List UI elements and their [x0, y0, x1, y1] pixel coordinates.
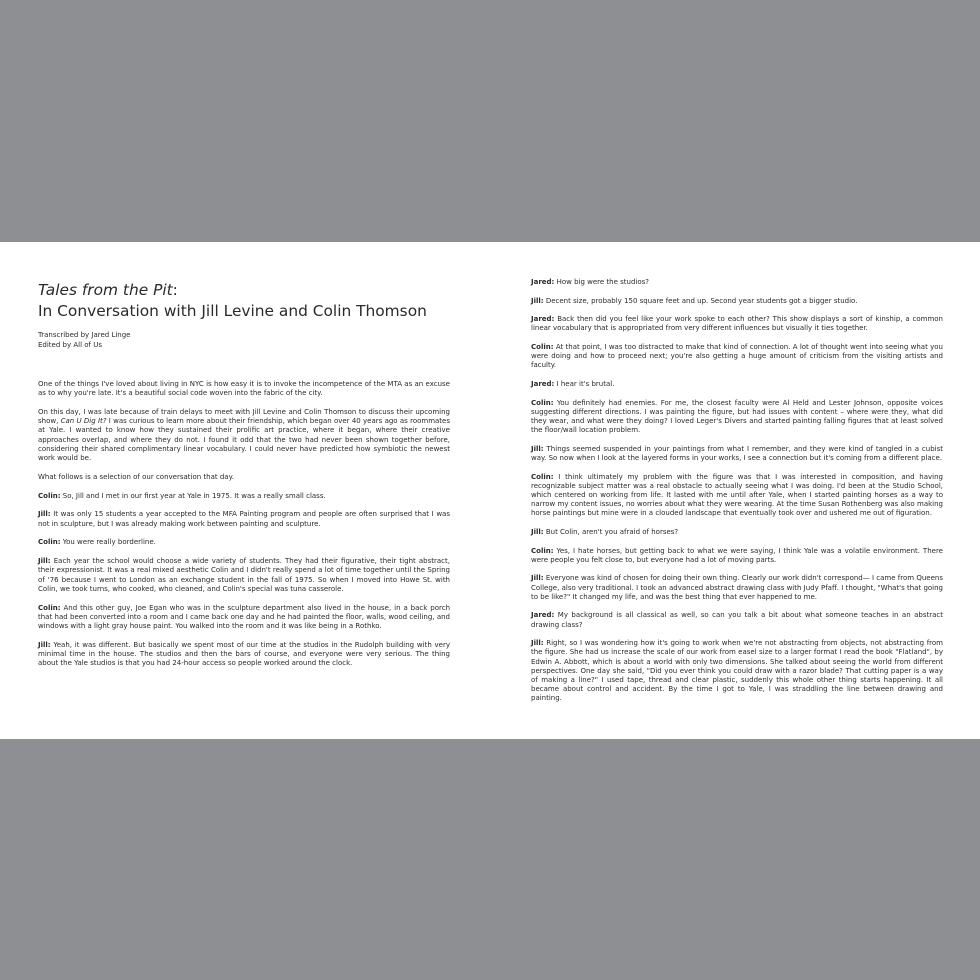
dialogue-text: Each year the school would choose a wide variety of students. They had their figurative, their tight abstract, their expressionist. It was a real mixed aesthetic Colin and I didn't really spend a lot of time together until the Spring of '76 because I went to London as an exchange student in the fall of 1975. So when I moved into Howe St. with Colin, we took turns, who cooked, who cleaned, and Colin's special was tuna casserole. — [38, 557, 450, 593]
intro-paragraph: One of the things I've loved about living in NYC is how easy it is to invoke the incompetence of the MTA as an excuse as to why you're late. It's a beautiful social code woven into the fabric of the city. — [38, 380, 450, 398]
speaker-label: Colin: — [38, 538, 61, 547]
dialogue-paragraph — [38, 641, 450, 669]
dialogue-text: So, Jill and I met in our first year at Yale in 1975. It was a really small class. — [60, 491, 326, 500]
dialogue-paragraph — [531, 473, 943, 519]
left-page-column — [38, 280, 450, 678]
speaker-label: Colin: — [531, 546, 554, 555]
intro-text: I was curious to learn more about their friendship, which began over 40 years ago as roommates at Yale. I wanted to know how they sustained their prolific art practice, where it began, where their creative approaches overlap, and where they do not. I found it odd that the two had never been shown together before, considering their shared complimentary linear vocabulary. I could never have predicted how symbiotic the newest work would be. — [38, 417, 451, 463]
dialogue-paragraph — [531, 574, 943, 602]
title-colon: : — [172, 281, 178, 299]
dialogue-text: Yeah, it was different. But basically we spent most of our time at the studios in the Rudolph building with very minimal time in the house. The studios and then the bars of course, and everyone were very serious. The thing about the Yale studios is that you had 24-hour access so people worked around the clock. — [38, 640, 450, 668]
dialogue-text: Things seemed suspended in your paintings from what I remember, and they were kind of tangled in a cubist way. So now when I look at the layered forms in your works, I see a connection but it's coming from a different place. — [531, 444, 943, 462]
dialogue-text: And this other guy, Joe Egan who was in the sculpture department also lived in the house, in a back porch that had been converted into a room and I came back one day and he had painted the floor, walls, wood ceiling, and windows with a light gray house paint. You walked into the room and it was like being in a Rothko. — [38, 603, 450, 631]
show-title-italic: Can U Dig It? — [60, 417, 107, 426]
intro-text: On this day, I was late because of train delays to meet with Jill Levine and Colin Thomson to discuss their upcoming show, — [38, 408, 450, 426]
speaker-label: Jill: — [531, 527, 544, 536]
magazine-spread — [0, 242, 980, 739]
speaker-label: Jared: — [531, 379, 555, 388]
dialogue-paragraph — [38, 557, 450, 594]
speaker-label: Jared: — [531, 315, 555, 324]
dialogue-text: You were really borderline. — [60, 538, 156, 547]
speaker-label: Jill: — [531, 574, 544, 583]
speaker-label: Jill: — [38, 510, 51, 519]
dialogue-text: Right, so I was wondering how it's going to work when we're not abstracting from objects, not abstracting from the figure. She had us increase the scale of our work from easel size to a larger format I read the book "Flatland", by Edwin A. Abbott, which is about a world with only two dimensions. She talked about seeing the world from different perspectives. One day she said, "Did you ever think you could draw with a razor blade? That cutting paper is a way of making a line?" I used tape, thread and clear plastic, suddenly this whole other thing starts happening. It all became about control and accident. By the time I got to Yale, I was straddling the line between drawing and painting. — [531, 639, 943, 703]
speaker-label: Jill: — [531, 639, 544, 648]
title-subtitle: In Conversation with Jill Levine and Colin Thomson — [38, 302, 427, 320]
dialogue-text: It was only 15 students a year accepted to the MFA Painting program and people are often surprised that I was not in sculpture, but I was already making work between painting and sculpture. — [38, 510, 450, 528]
speaker-label: Jared: — [531, 278, 555, 286]
dialogue-paragraph — [531, 399, 943, 436]
speaker-label: Jill: — [531, 296, 544, 305]
speaker-label: Colin: — [38, 491, 61, 500]
dialogue-paragraph — [38, 604, 450, 632]
dialogue-text: You definitely had enemies. For me, the closest faculty were Al Held and Lester Johnson, opposite voices suggesting different directions. I was painting the figure, but had issues with content – where were they, what did they wear, and what were they doing? I loved Leger's Divers and started painting falling figures that at least solved the floor/wall location problem. — [531, 398, 943, 435]
dialogue-paragraph — [531, 445, 943, 463]
dialogue-text: My background is all classical as well, so can you talk a bit about what someone teaches in an abstract drawing class? — [531, 611, 943, 629]
speaker-label: Jill: — [531, 444, 544, 453]
speaker-label: Jill: — [38, 557, 51, 566]
dialogue-text: Everyone was kind of chosen for doing their own thing. Clearly our work didn't correspond— I came from Queens College, also very traditional. I took an advanced abstract drawing class with Judy Pfaff. I thought, "What's that going to be like?" It changed my life, and was the best thing that ever happened to me. — [531, 574, 943, 601]
dialogue-text: But Colin, aren't you afraid of horses? — [543, 527, 679, 536]
edited-by: Edited by All of Us — [38, 341, 102, 349]
intro-paragraph — [38, 408, 450, 463]
right-page-column — [531, 278, 943, 713]
dialogue-paragraph — [38, 538, 450, 547]
dialogue-text: Yes, I hate horses, but getting back to what we were saying, I think Yale was a volatile environment. There were people you felt close to, but everyone had a lot of moving parts. — [531, 546, 943, 564]
intro-paragraph: What follows is a selection of our conversation that day. — [38, 472, 234, 481]
dialogue-paragraph — [531, 547, 943, 565]
title-italic: Tales from the Pit — [38, 281, 173, 299]
dialogue-text: At that point, I was too distracted to make that kind of connection. A lot of thought went into seeing what you were doing and how to proceed next; you're also getting a huge amount of criticism from the visiting artists and faculty. — [531, 342, 943, 370]
dialogue-paragraph — [531, 278, 943, 287]
speaker-label: Colin: — [531, 398, 554, 407]
left-dialogue — [38, 492, 450, 669]
speaker-label: Jared: — [531, 611, 555, 620]
dialogue-paragraph — [531, 380, 943, 389]
speaker-label: Colin: — [531, 472, 554, 481]
intro-section — [38, 380, 450, 482]
dialogue-text: Decent size, probably 150 square feet and up. Second year students got a bigger studio. — [543, 296, 858, 305]
dialogue-text: I hear it's brutal. — [554, 379, 615, 388]
article-title — [38, 280, 450, 322]
transcribed-by: Transcribed by Jared Linge — [38, 331, 131, 339]
speaker-label: Colin: — [38, 603, 61, 612]
dialogue-paragraph — [38, 510, 450, 528]
dialogue-paragraph — [531, 315, 943, 333]
dialogue-paragraph — [531, 611, 943, 629]
dialogue-text: I think ultimately my problem with the figure was that I was interested in composition, and having recognizable subject matter was a real obstacle to actually seeing what I was doing. I'd been at the Studio School, which centered on working from life. It lasted with me until after Yale, when I started painting horses as a way to narrow my content issues, no worries about what they were wearing. At the time Susan Rothenberg was also making horse paintings but mine were in a clouded landscape that eventually took over and ushered me out of figuration. — [531, 472, 943, 518]
article-credits — [38, 330, 450, 350]
speaker-label: Jill: — [38, 640, 51, 649]
dialogue-paragraph — [531, 343, 943, 371]
speaker-label: Colin: — [531, 342, 554, 351]
dialogue-paragraph — [531, 639, 943, 703]
dialogue-text: How big were the studios? — [554, 278, 649, 286]
dialogue-paragraph — [531, 528, 943, 537]
dialogue-text: Back then did you feel like your work spoke to each other? This show displays a sort of kinship, a common linear vocabulary that is appropriated from very different influences but visually it ties together. — [531, 315, 943, 333]
dialogue-paragraph — [531, 297, 943, 306]
dialogue-paragraph — [38, 492, 450, 501]
